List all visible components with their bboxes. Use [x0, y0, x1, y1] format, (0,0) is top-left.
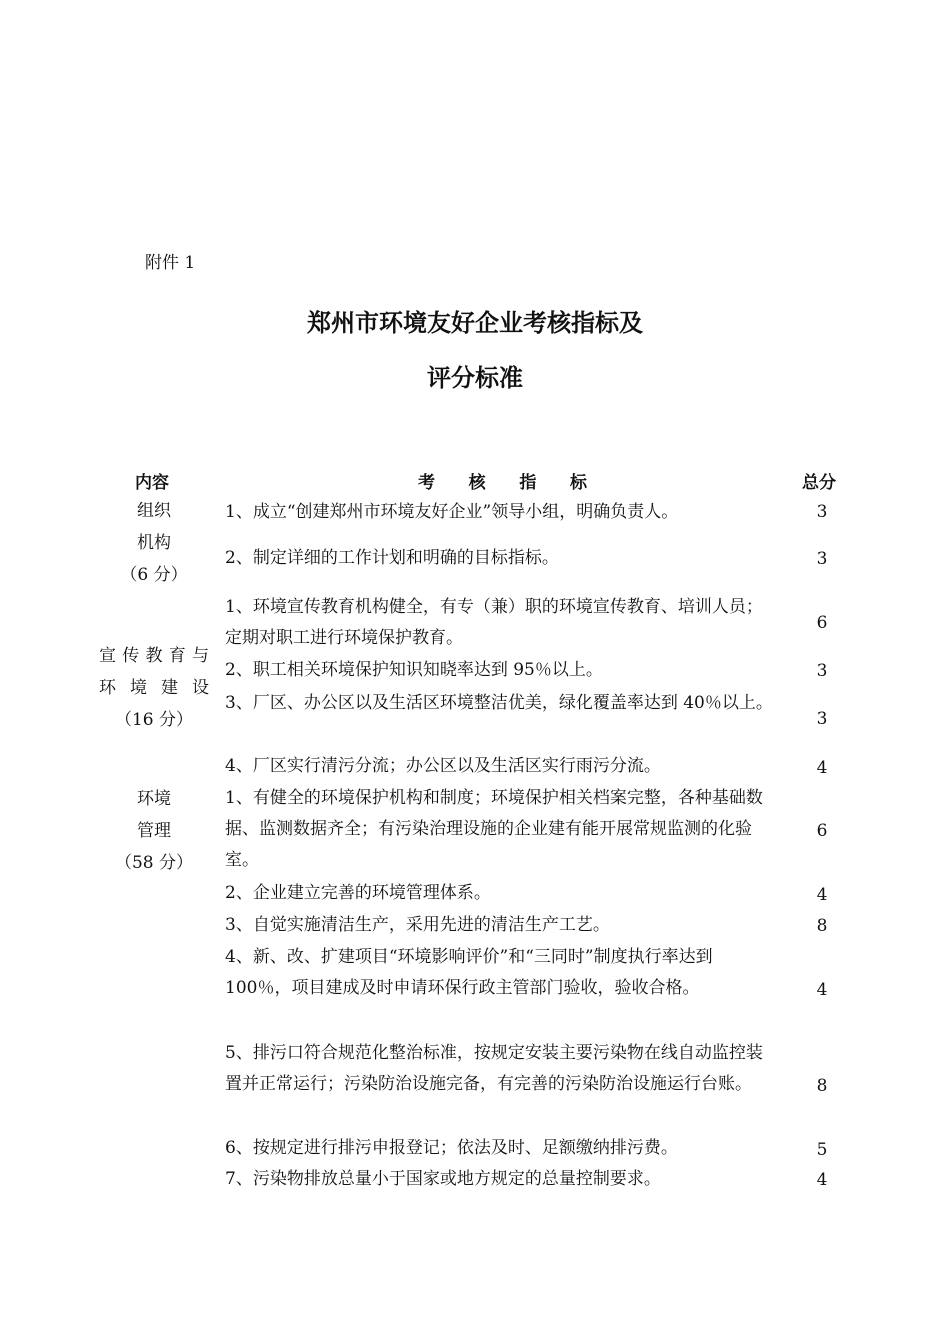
category-publicity: [95, 640, 213, 736]
header-indicator-char: 标: [569, 473, 588, 493]
header-score: 总分: [802, 473, 836, 493]
indicator-score: 8: [816, 1076, 828, 1096]
indicator-item: 1、环境宣传教育机构健全，有专（兼）职的环境宣传教育、培训人员；定期对职工进行环境保护教育。: [225, 597, 763, 648]
indicator-score: 4: [816, 1170, 828, 1190]
indicator-item: 2、企业建立完善的环境管理体系。: [225, 883, 491, 903]
indicator-score: 3: [816, 502, 828, 522]
indicator-score: 6: [816, 821, 828, 841]
indicator-item: 1、成立“创建郑州市环境友好企业”领导小组，明确负责人。: [225, 502, 679, 522]
indicator-item: 3、自觉实施清洁生产，采用先进的清洁生产工艺。: [225, 915, 610, 935]
category-line: 组织: [137, 501, 171, 521]
category-line: 宣 传 教 育 与: [99, 646, 209, 666]
indicator-item: 1、有健全的环境保护机构和制度；环境保护相关档案完整，各种基础数据、监测数据齐全；有污染治理设施的企业建有能开展常规监测的化验室。: [225, 788, 763, 870]
category-line: 环境: [137, 789, 171, 809]
indicator-item: 4、厂区实行清污分流；办公区以及生活区实行雨污分流。: [225, 756, 661, 776]
indicator-item: 2、职工相关环境保护知识知晓率达到 95％以上。: [225, 660, 603, 680]
header-indicator-char: 指: [519, 473, 538, 493]
indicator-score: 4: [816, 885, 828, 905]
indicator-item: 4、新、改、扩建项目“环境影响评价”和“三同时”制度执行率达到 100％，项目建成及时申请环保行政主管部门验收，验收合格。: [225, 947, 713, 998]
indicator-score: 6: [816, 613, 828, 633]
indicator-score: 3: [816, 709, 828, 729]
category-line: 管理: [137, 821, 171, 841]
header-content: 内容: [135, 473, 169, 493]
indicator-item: 7、污染物排放总量小于国家或地方规定的总量控制要求。: [225, 1169, 661, 1189]
indicator-score: 4: [816, 758, 828, 778]
indicator-score: 3: [816, 549, 828, 569]
indicator-item: 2、制定详细的工作计划和明确的目标指标。: [225, 548, 559, 568]
indicator-item: 3、厂区、办公区以及生活区环境整洁优美，绿化覆盖率达到 40％以上。: [225, 693, 773, 713]
header-indicator: [418, 468, 588, 493]
indicator-score: 4: [816, 980, 828, 1000]
indicator-score: 3: [816, 661, 828, 681]
document-title-line-1: 郑州市环境友好企业考核指标及: [307, 309, 643, 337]
category-line: （6 分）: [120, 565, 188, 585]
header-indicator-char: 考: [418, 473, 436, 493]
category-line: （16 分）: [114, 710, 194, 730]
category-line: 机构: [137, 533, 171, 553]
attachment-label: 附件 1: [145, 253, 196, 273]
indicator-item: 6、按规定进行排污申报登记；依法及时、足额缴纳排污费。: [225, 1138, 678, 1158]
indicator-item: 5、排污口符合规范化整治标准，按规定安装主要污染物在线自动监控装置并正常运行；污染防治设施完备，有完善的污染防治设施运行台账。: [225, 1043, 763, 1094]
indicator-score: 5: [816, 1140, 828, 1160]
category-management: [95, 783, 213, 879]
indicator-score: 8: [816, 916, 828, 936]
category-organization: [95, 495, 213, 591]
document-title-line-2: 评分标准: [427, 364, 523, 392]
category-line: 环 境 建 设: [99, 678, 209, 698]
category-line: （58 分）: [114, 853, 194, 873]
header-indicator-char: 核: [468, 473, 487, 493]
